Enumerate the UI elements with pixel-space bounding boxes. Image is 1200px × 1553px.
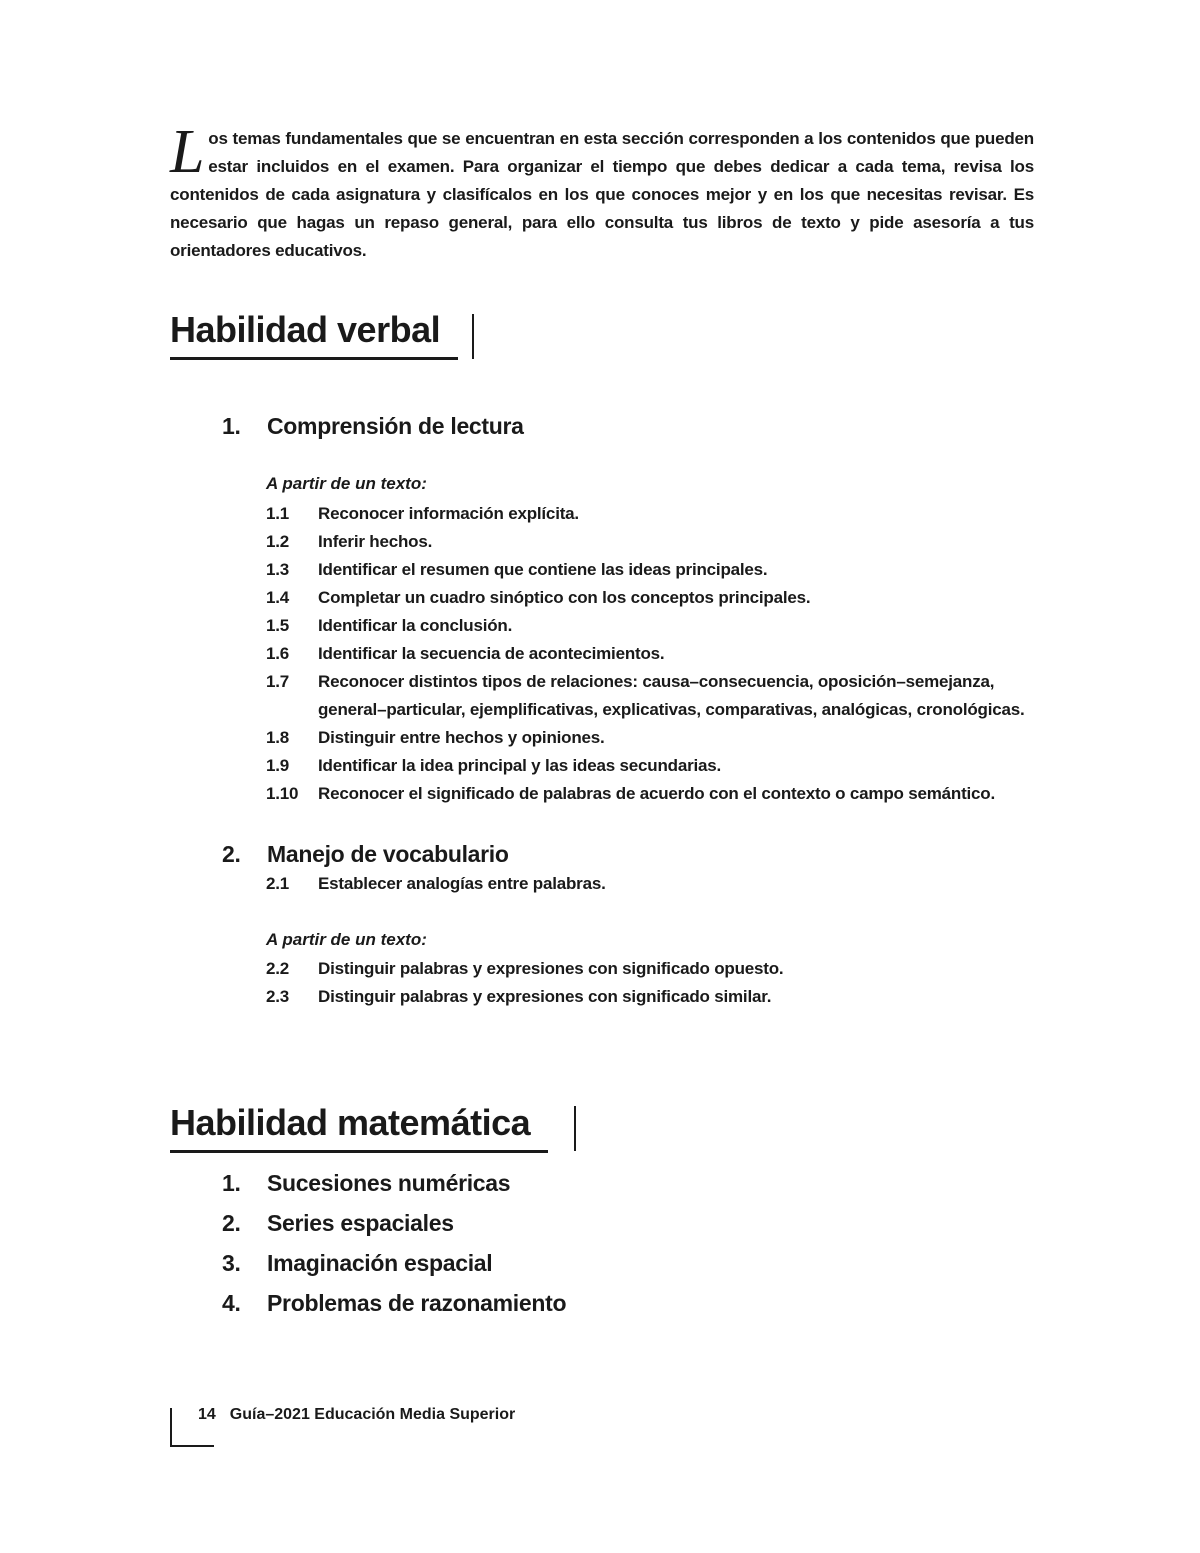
list-item: 1.2 Inferir hechos. [266, 532, 433, 551]
list-item: 2.2 Distinguir palabras y expresiones con significado opuesto. [266, 959, 784, 978]
list-item: 1. Sucesiones numéricas [222, 1170, 511, 1196]
footer-side-bar [170, 1408, 172, 1446]
subsection-heading [222, 841, 509, 868]
drop-cap: L [170, 118, 205, 186]
footer-rule [170, 1445, 214, 1447]
list-item: 3. Imaginación espacial [222, 1250, 493, 1276]
list-item: 1.6 Identificar la secuencia de acontecimientos. [266, 644, 665, 663]
page-footer [198, 1406, 515, 1424]
title-side-bar [472, 314, 474, 359]
section-title-math: Habilidad matemática [170, 1102, 531, 1143]
items-label: A partir de un texto: [266, 930, 427, 949]
title-underline [170, 1150, 548, 1153]
title-side-bar [574, 1106, 576, 1151]
subsection-number: 1. [222, 413, 241, 439]
subsection-number: 2. [222, 841, 241, 867]
page-number: 14 [198, 1406, 216, 1423]
list-item: 2.3 Distinguir palabras y expresiones con significado similar. [266, 987, 772, 1006]
list-item: 1.10 Reconocer el significado de palabras de acuerdo con el contexto o campo semántico. [266, 784, 996, 803]
subsection-title: Comprensión de lectura [267, 413, 524, 439]
subsection-heading [222, 413, 524, 440]
intro-text: os temas fundamentales que se encuentran en esta sección corresponden a los contenidos que pueden estar incluidos en el examen. Para organizar el tiempo que debes dedicar a cada tema, revisa los contenidos de cada asignatura y clasifícalos en los que conoces mejor y en los que necesitas revisar. Es necesario que hagas un repaso general, para ello consulta tus libros de texto y pide asesoría a tus orientadores educativos. [170, 129, 1034, 260]
intro-paragraph [170, 118, 1034, 265]
list-item: 1.4 Completar un cuadro sinóptico con los conceptos principales. [266, 588, 811, 607]
list-item: 1.8 Distinguir entre hechos y opiniones. [266, 728, 605, 747]
footer-text: Guía–2021 Educación Media Superior [229, 1406, 516, 1423]
list-item: 1.7 Reconocer distintos tipos de relaciones: causa–consecuencia, oposición–semejanza, general–particular, ejemplificativas, explicativas, comparativas, analógicas, cronológicas. [266, 672, 1025, 719]
list-item: 1.9 Identificar la idea principal y las ideas secundarias. [266, 756, 722, 775]
list-item: 1.3 Identificar el resumen que contiene las ideas principales. [266, 560, 768, 579]
subsection-title: Manejo de vocabulario [267, 841, 509, 867]
list-item: 1.1 Reconocer información explícita. [266, 504, 579, 523]
title-underline [170, 357, 458, 360]
list-item: 4. Problemas de razonamiento [222, 1290, 567, 1316]
section-title-verbal: Habilidad verbal [170, 309, 441, 350]
list-item: 2. Series espaciales [222, 1210, 454, 1236]
list-item: 2.1 Establecer analogías entre palabras. [266, 874, 606, 893]
list-item: 1.5 Identificar la conclusión. [266, 616, 513, 635]
items-label: A partir de un texto: [266, 474, 427, 493]
